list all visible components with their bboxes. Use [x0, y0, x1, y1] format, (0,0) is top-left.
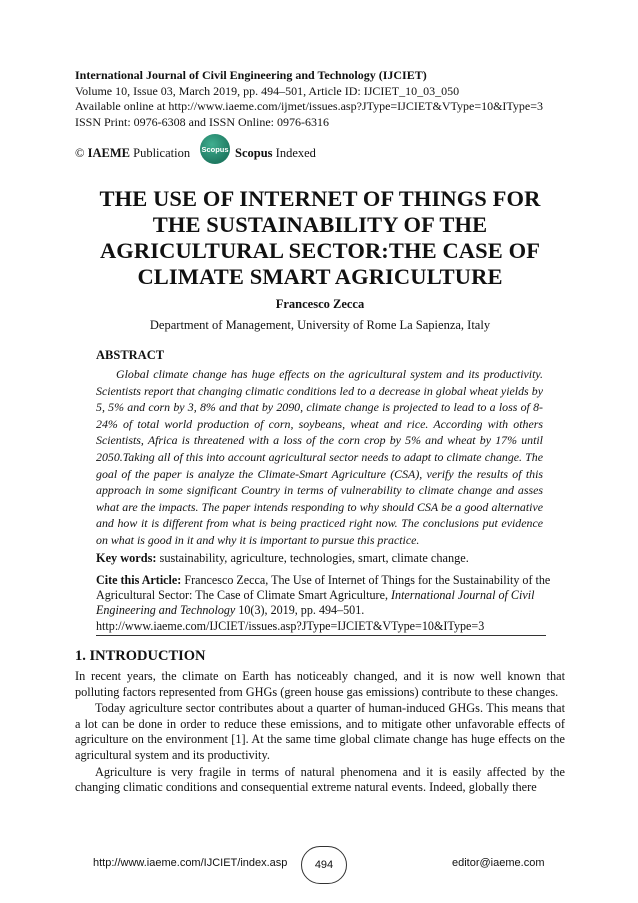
- abstract-heading: ABSTRACT: [96, 348, 165, 362]
- scopus-logo-text: Scopus: [201, 144, 229, 154]
- scopus-indexed: [235, 146, 316, 161]
- article-title: THE USE OF INTERNET OF THINGS FOR THE SUSTAINABILITY OF THE AGRICULTURAL SECTOR:THE CASE OF CLIMATE SMART AGRICULTURE: [99, 186, 541, 289]
- copyright-symbol: ©: [75, 146, 85, 160]
- cite-journal: International Journal of Civil Engineering and Technology: [96, 588, 535, 618]
- body-paragraph: In recent years, the climate on Earth has noticeably changed, and it is now well known that polluting factors represented from GHGs (green house gas emissions) contribute to these changes.: [75, 669, 565, 699]
- citation-divider: [96, 635, 546, 636]
- citation-block: [96, 573, 556, 634]
- journal-name: International Journal of Civil Engineering and Technology (IJCIET): [75, 68, 427, 82]
- keywords-label: Key words:: [96, 551, 157, 565]
- cite-text: Francesco Zecca, The Use of Internet of Things for the Sustainability of the Agricultural Sector: The Case of Climate Smart Agriculture,: [96, 573, 551, 603]
- scopus-logo: [200, 134, 230, 164]
- page-number: 494: [301, 846, 347, 884]
- publisher-credit: [75, 146, 190, 161]
- body-paragraph: Today agriculture sector contributes about a quarter of human-induced GHGs. This means that a lot can be done in order to reduce these emissions, and to mitigate other unfavorable effects of agriculture on the environment [1]. At the same time global climate change has huge effects on the agricultural system and its productivity.: [75, 701, 565, 762]
- section-body: [75, 669, 565, 797]
- cite-url[interactable]: http://www.iaeme.com/IJCIET/issues.asp?JType=IJCIET&VType=10&IType=3: [96, 618, 485, 633]
- journal-header: [75, 68, 575, 130]
- publication-word: Publication: [133, 146, 191, 160]
- page-footer: [75, 846, 565, 882]
- body-paragraph: Agriculture is very fragile in terms of natural phenomena and it is easily affected by the changing climatic conditions and consequential extreme natural events. Indeed, globally there: [75, 764, 565, 795]
- keywords: [96, 551, 556, 566]
- cite-details: 10(3), 2019, pp. 494–501.: [238, 603, 365, 618]
- author-name: Francesco Zecca: [275, 297, 365, 311]
- issn-line: ISSN Print: 0976-6308 and ISSN Online: 0976-6316: [75, 114, 330, 129]
- volume-line: Volume 10, Issue 03, March 2019, pp. 494–501, Article ID: IJCIET_10_03_050: [75, 83, 460, 98]
- footer-email[interactable]: editor@iaeme.com: [452, 857, 545, 869]
- author-affiliation: Department of Management, University of Rome La Sapienza, Italy: [149, 318, 491, 332]
- publisher-name: IAEME: [87, 146, 130, 160]
- scopus-word: Scopus: [235, 146, 273, 160]
- available-line: Available online at http://www.iaeme.com/ijmet/issues.asp?JType=IJCIET&VType=10&IType=3: [75, 99, 544, 113]
- indexed-word: Indexed: [275, 146, 316, 160]
- section-heading: 1. INTRODUCTION: [75, 648, 206, 664]
- abstract-text: Global climate change has huge effects on the agricultural system and its productivity. Scientists report that changing climatic conditions led to a decrease in global wheat yields by 5, 5% and corn by 3, 8% and that by 2090, climate change is projected to lead to a loss of 8-24% of total world production of corn, soybeans, wheat and rice. According with others Scientists, Africa is threatened with a loss of the corn crop by 5% and wheat by 17% until 2050.Taking all of this into account agricultural sector needs to adapt to climate change. The goal of the paper is analyze the Climate-Smart Agriculture (CSA), verify the results of this approach in some significant Country in terms of vulnerability to climate change and asses what are the impacts. The paper intends responding to why should CSA be a good alternative and how it is different from what is being practiced right now. The conclusions put evidence on what is good in it and why it is important to pursue this practice.: [96, 367, 543, 547]
- keywords-list: sustainability, agriculture, technologies, smart, climate change.: [159, 551, 469, 565]
- footer-url[interactable]: http://www.iaeme.com/IJCIET/index.asp: [93, 857, 288, 869]
- publisher-row: [75, 140, 555, 166]
- cite-label: Cite this Article:: [96, 573, 182, 587]
